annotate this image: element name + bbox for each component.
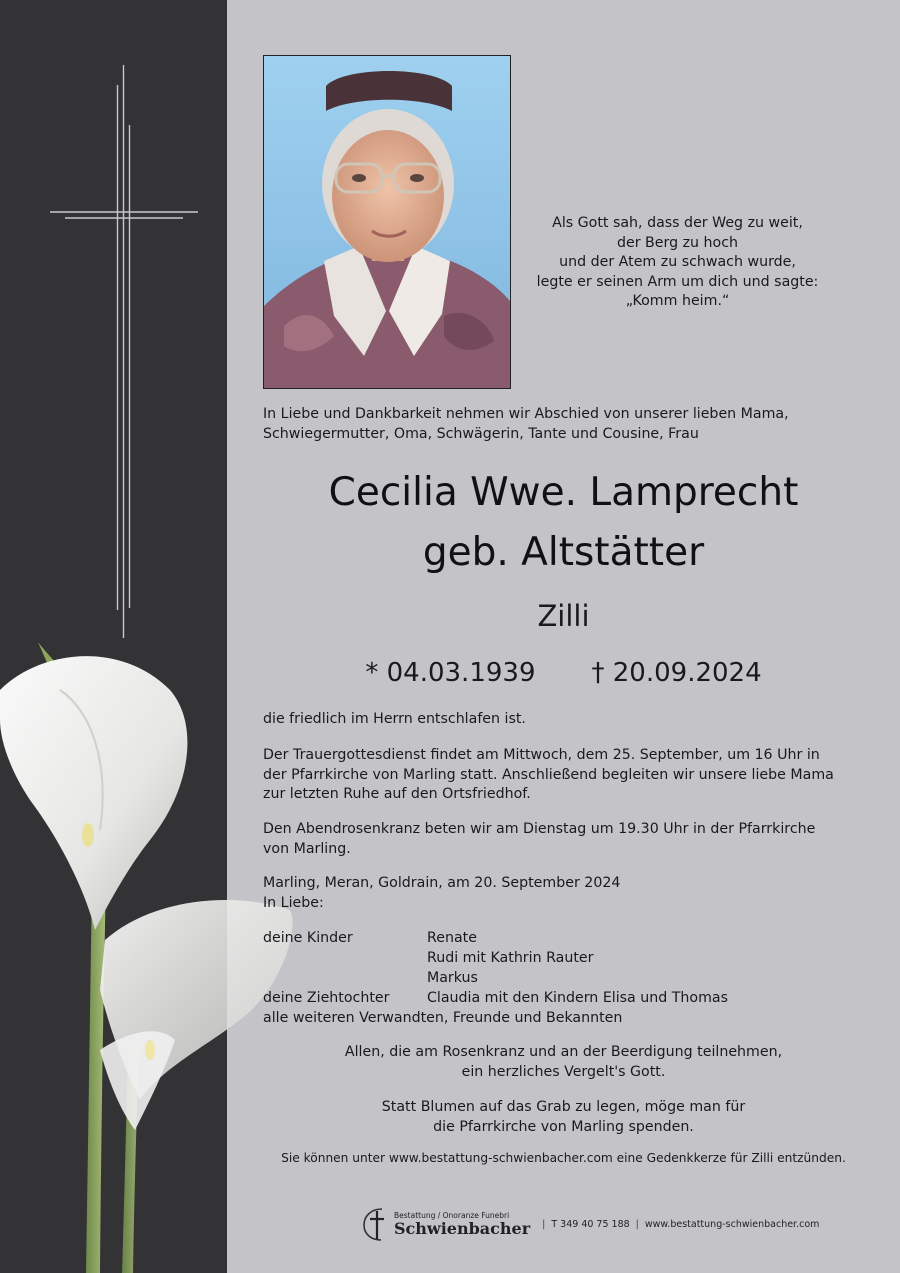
footer-phone: T 349 40 75 188 [551,1218,630,1230]
quote-line: legte er seinen Arm um dich und sagte: [536,273,819,290]
deceased-name: Cecilia Wwe. Lamprecht [328,470,799,515]
list-item [263,988,863,1008]
mourner-names: Markus [427,970,478,986]
thanks-line: Allen, die am Rosenkranz und an der Beerdigung teilnehmen, [344,1044,783,1060]
portrait-image [264,56,510,388]
list-item [263,968,863,988]
funeral-home-footer [362,1202,819,1246]
passed-away-text [263,710,863,730]
intro-text [263,404,863,444]
funeral-text [263,746,863,805]
funeral-line: der Pfarrkirche von Marling statt. Anschließend begleiten wir unsere liebe Mama [263,766,834,783]
funeral-line: zur letzten Ruhe auf den Ortsfriedhof. [263,786,531,803]
mourner-role: alle weiteren Verwandten, Freunde und Bekannten [263,1010,623,1026]
quote-line: „Komm heim.“ [625,293,730,309]
quote-line: Als Gott sah, dass der Weg zu weit, [552,215,803,231]
logo-name: Schwienbacher [394,1218,531,1238]
logo-subtitle: Bestattung / Onoranze Funebri [394,1210,510,1220]
thanks-line: ein herzliches Vergelt's Gott. [461,1063,666,1080]
death-date: † 20.09.2024 [591,658,762,688]
mourners-list [263,928,863,1028]
quote-line: und der Atem zu schwach wurde, [559,254,796,270]
mourner-names: Rudi mit Kathrin Rauter [427,950,594,966]
logo-cross-icon [362,1205,392,1243]
funeral-line: Der Trauergottesdienst findet am Mittwoch, dem 25. September, um 16 Uhr in [263,747,820,763]
mourner-role: deine Kinder [263,930,353,946]
intro-line: In Liebe und Dankbarkeit nehmen wir Abschied von unserer lieben Mama, [263,406,789,422]
logo-text [394,1211,530,1238]
deceased-nickname: Zilli [537,599,590,633]
mourner-role [263,968,427,988]
separator: | [635,1218,639,1230]
rosary-text [263,820,863,859]
deceased-maiden-name: geb. Altstätter [422,530,705,575]
place-date: Marling, Meran, Goldrain, am 20. September 2024 [263,875,621,891]
place-date-text [263,874,863,913]
mourner-role [263,948,427,968]
passed-line: die friedlich im Herrn entschlafen ist. [263,711,526,727]
footer-website-link[interactable]: www.bestattung-schwienbacher.com [644,1218,820,1230]
flowers-line: die Pfarrkirche von Marling spenden. [433,1118,694,1135]
rosary-line: Den Abendrosenkranz beten wir am Dienstag um 19.30 Uhr in der Pfarrkirche [263,821,816,837]
intro-line: Schwiegermutter, Oma, Schwägerin, Tante und Cousine, Frau [263,426,699,442]
mourner-role: deine Ziehtochter [263,990,390,1006]
list-item [263,1008,863,1028]
flowers-text [227,1098,900,1137]
separator: | [542,1218,546,1230]
cross-icon [0,0,227,640]
poem-quote [520,214,835,312]
birth-date: * 04.03.1939 [365,658,536,688]
mourner-names: Renate [427,930,477,946]
in-love-label: In Liebe: [263,894,324,911]
thanks-text [227,1043,900,1082]
calla-lily-image [0,630,300,1273]
portrait-photo [263,55,511,389]
life-dates [227,656,900,690]
flowers-line: Statt Blumen auf das Grab zu legen, möge man für [381,1099,746,1115]
candle-note: Sie können unter www.bestattung-schwienbacher.com eine Gedenkkerze für Zilli entzünden. [281,1151,846,1165]
list-item [263,948,863,968]
mourner-names: Claudia mit den Kindern Elisa und Thomas [427,990,728,1006]
list-item [263,928,863,948]
rosary-line: von Marling. [263,840,351,857]
quote-line: der Berg zu hoch [616,234,739,251]
